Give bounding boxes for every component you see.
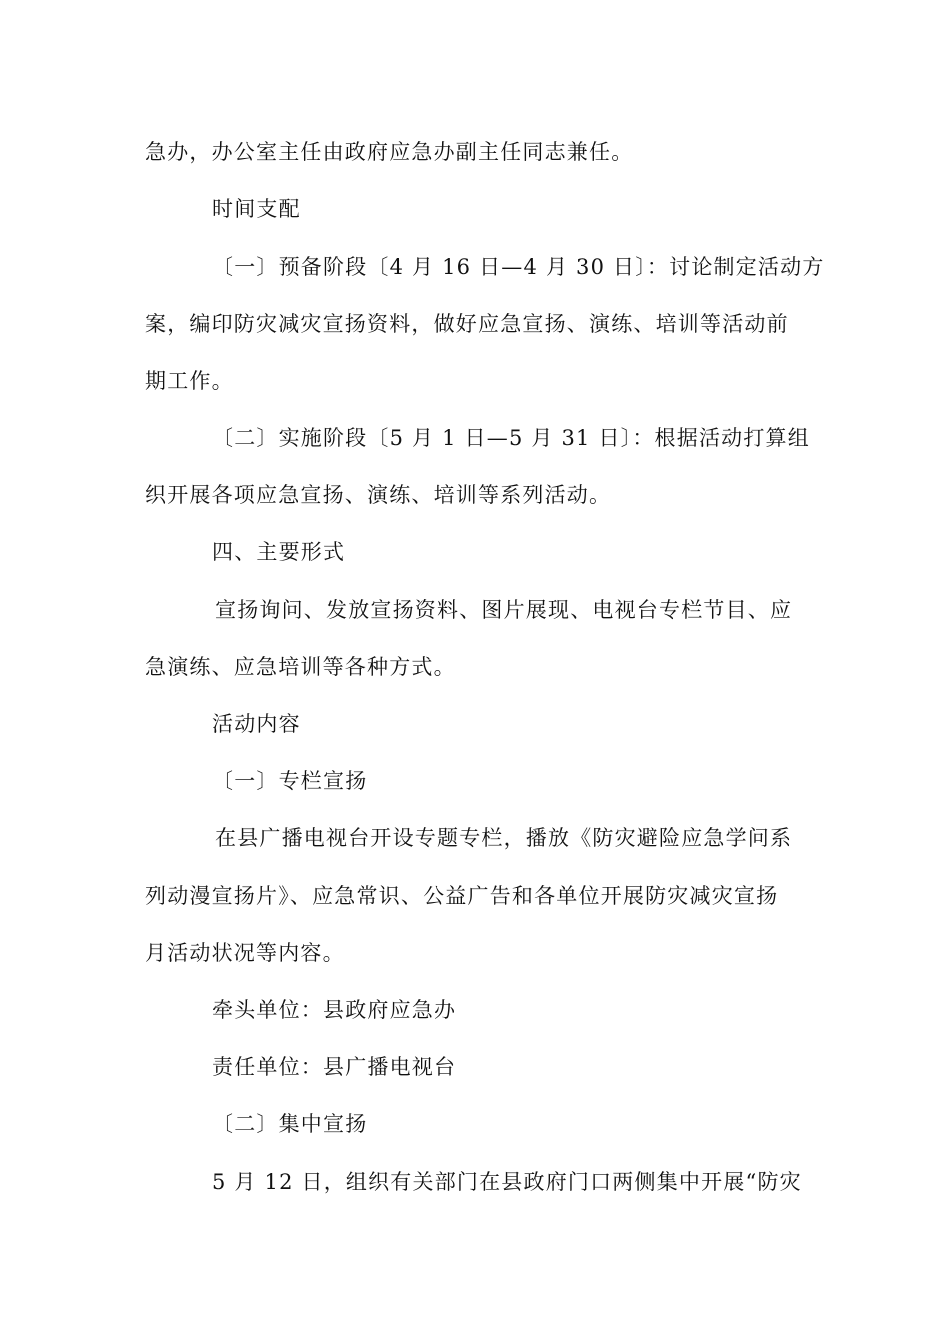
paragraph-line: 急办，办公室主任由政府应急办副主任同志兼任。 [145, 140, 634, 164]
paragraph-line: 急演练、应急培训等各种方式。 [145, 655, 456, 679]
responsible-unit-line: 责任单位：县广播电视台 [212, 1055, 457, 1079]
paragraph-line: 案，编印防灾减灾宣扬资料，做好应急宣扬、演练、培训等活动前 [145, 312, 789, 336]
paragraph-line: 〔二〕实施阶段〔5 月 1 日—5 月 31 日〕：根据活动打算组 [212, 426, 810, 450]
paragraph-line: 织开展各项应急宣扬、演练、培训等系列活动。 [145, 483, 612, 507]
paragraph-line: 月活动状况等内容。 [145, 941, 345, 965]
section-heading: 时间支配 [212, 197, 301, 221]
paragraph-line: 在县广播电视台开设专题专栏，播放《防灾避险应急学问系 [215, 826, 793, 850]
section-heading: 活动内容 [212, 712, 301, 736]
paragraph-line: 期工作。 [145, 369, 234, 393]
subsection-heading: 〔二〕集中宣扬 [212, 1112, 368, 1136]
paragraph-line: 5 月 12 日，组织有关部门在县政府门口两侧集中开展“防灾 [212, 1170, 802, 1194]
paragraph-line: 列动漫宣扬片》、应急常识、公益广告和各单位开展防灾减灾宣扬 [145, 884, 779, 908]
paragraph-line: 宣扬询问、发放宣扬资料、图片展现、电视台专栏节目、应 [215, 598, 793, 622]
paragraph-line: 〔一〕预备阶段〔4 月 16 日—4 月 30 日〕：讨论制定活动方 [212, 255, 825, 279]
subsection-heading: 〔一〕专栏宣扬 [212, 769, 368, 793]
lead-unit-line: 牵头单位：县政府应急办 [212, 998, 457, 1022]
section-heading: 四、主要形式 [212, 540, 346, 564]
